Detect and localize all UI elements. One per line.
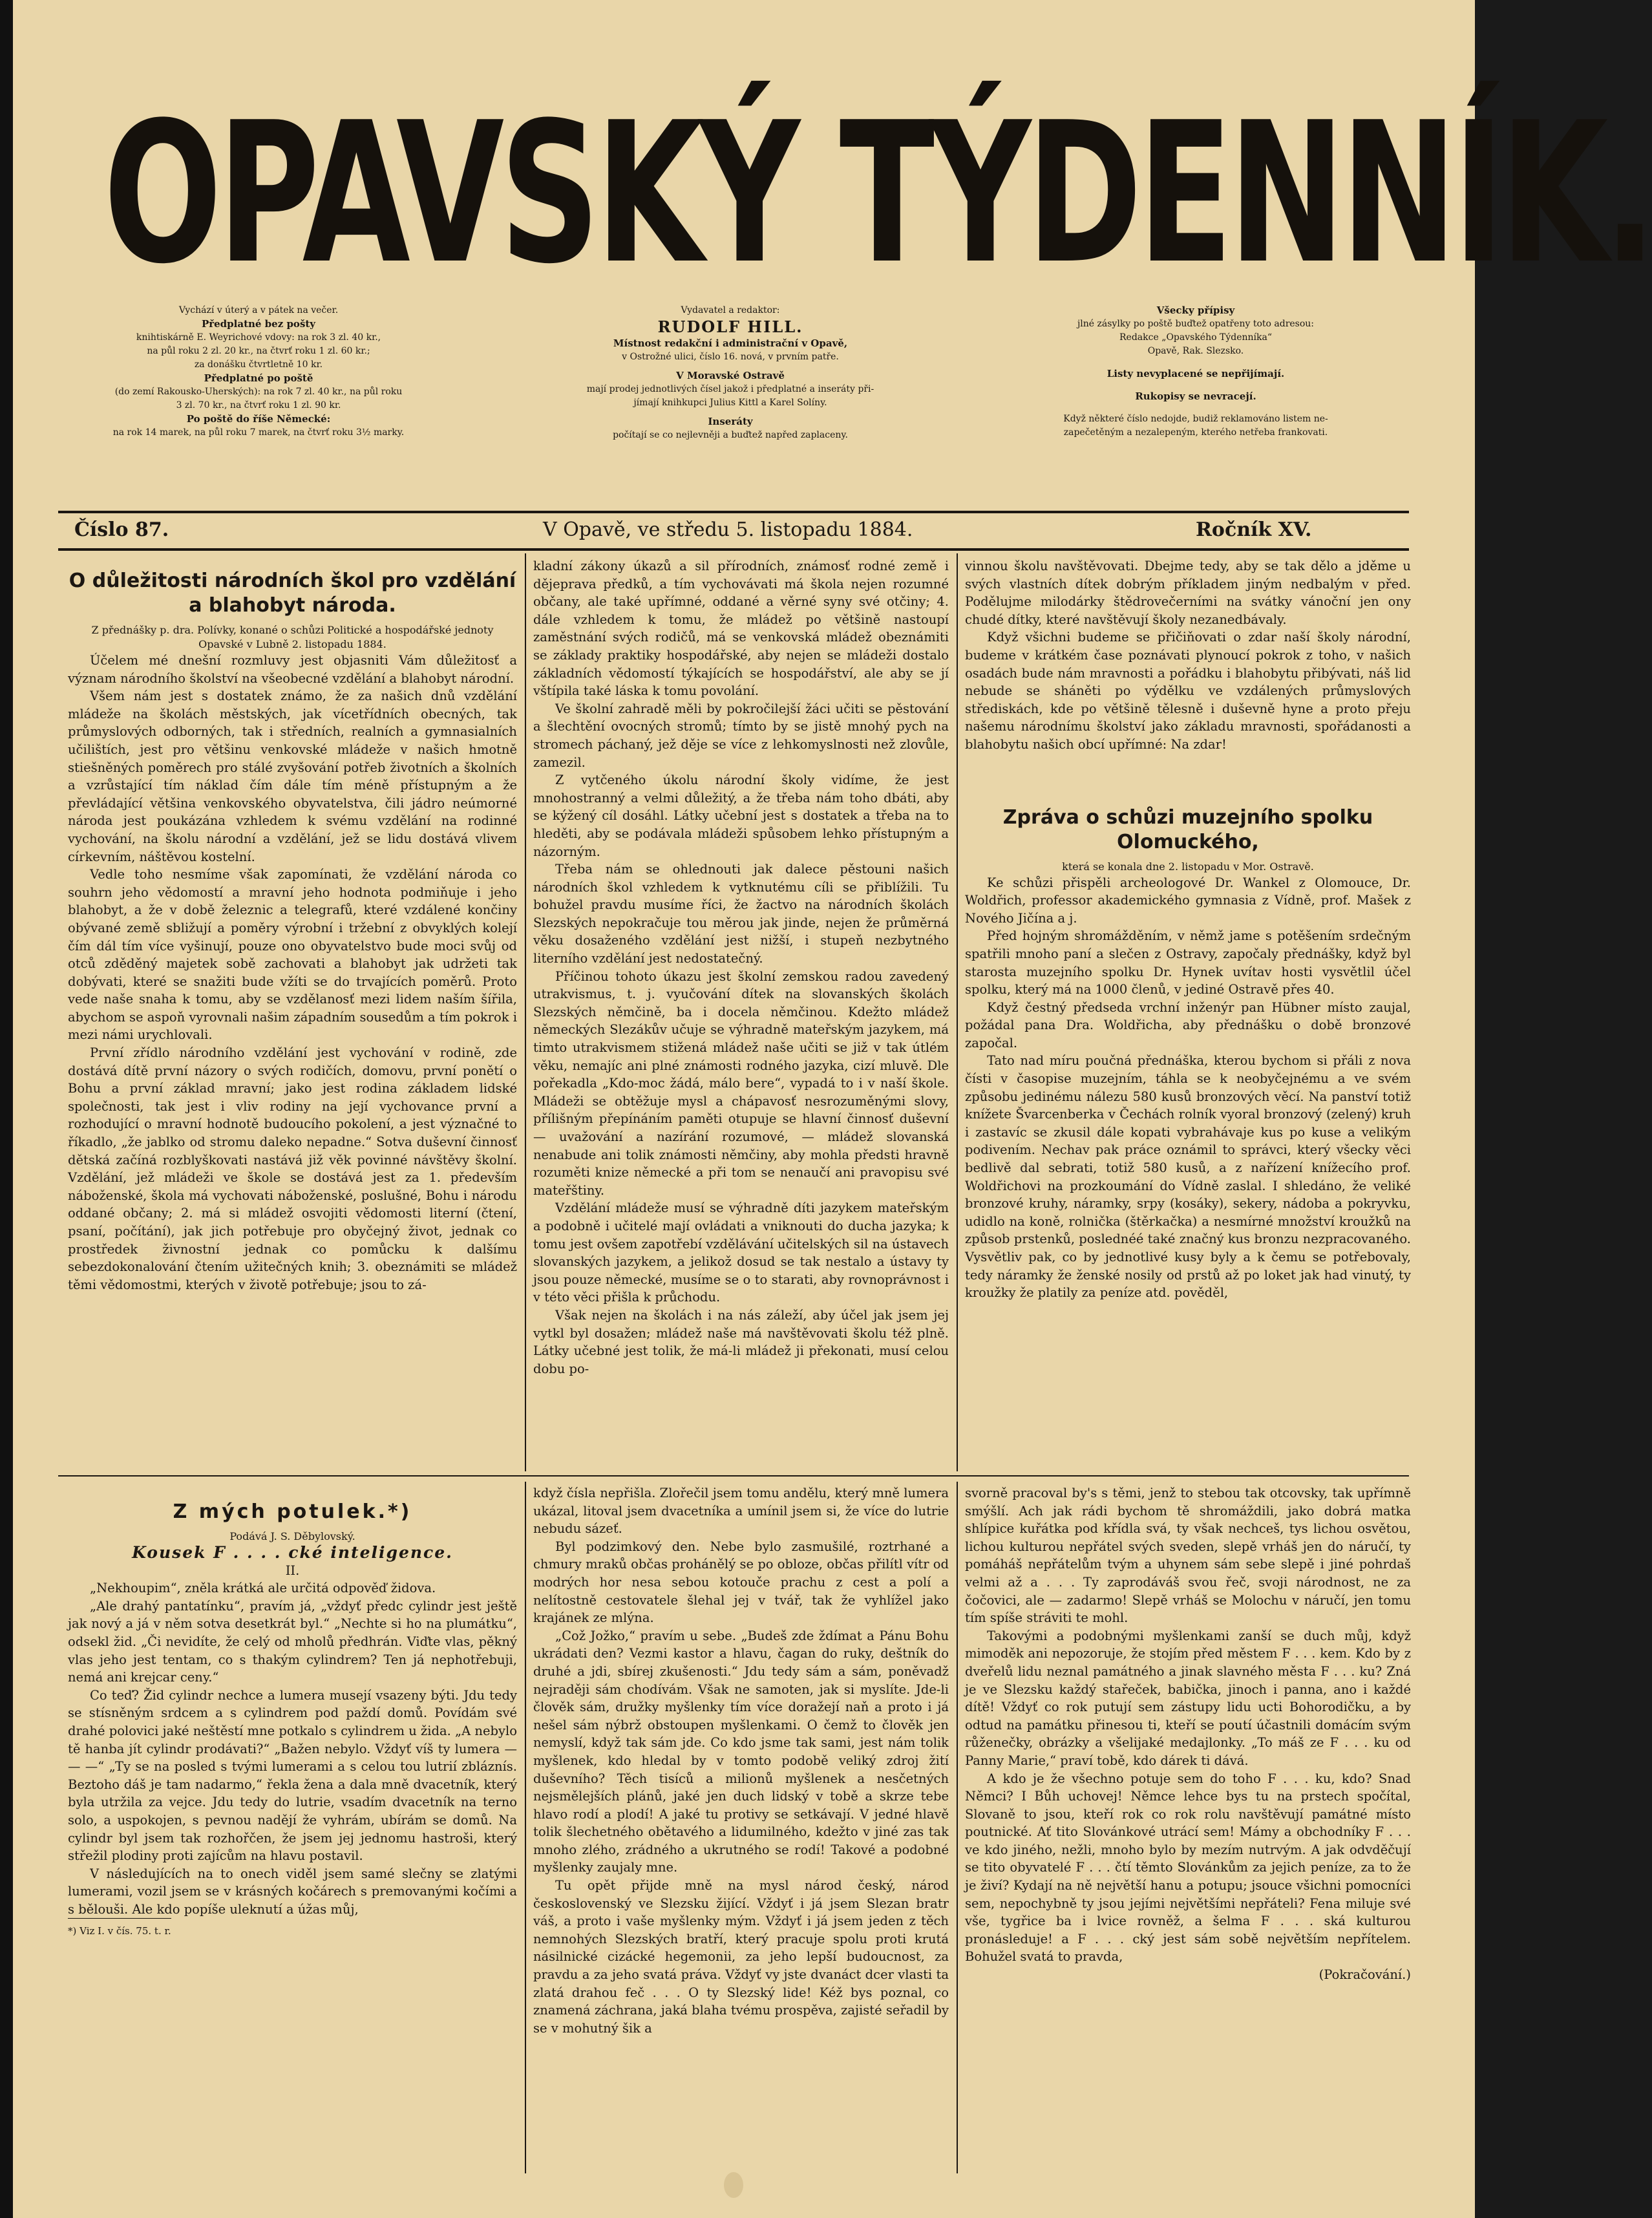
- issue-bottom-rule: [58, 548, 1409, 551]
- subscription-info: [58, 304, 459, 440]
- info-line: Opavě, Rak. Slezsko.: [1147, 346, 1244, 356]
- column-divider: [525, 553, 526, 1471]
- info-line: 3 zl. 70 kr., na čtvrť roku 1 zl. 90 kr.: [176, 400, 341, 411]
- issue-date: V Opavě, ve středu 5. listopadu 1884.: [543, 518, 913, 541]
- paragraph: Vedle toho nesmíme však zapomínati, že vzdělání národa co souhrn jeho vědomostí a mravní jeho hodnota podmiňuje i jeho blahobyt, a že v době železnic a telegrafů, které vzdálené končiny obývané země sbližují a poměry výrobní i tržební z obvyklých kolejí čím dál tím více vyšinují, pouze ono obyvatelstvo bude moci svůj od otců zděděný majetek sobě zachovati a blahobyt jak udržeti tak dobývati, které se snažiti bude vžíti se do trvajících poměrů. Proto vede naše snaha k tomu, aby se vzdělanosť mezi lidem naším šířila, abychom se aspoň vyrovnali našim západním sousedům a tím pokrok i mezi námi urychlovali.: [68, 867, 517, 1043]
- paragraph: „Což Jožko,“ pravím u sebe. „Budeš zde ždímat a Pánu Bohu ukrádati den? Vezmi kastor a hlavu, čagan do ruky, deštník do druhé a jdi, sbírej zkušenosti.“ Jdu tedy sám a sám, poněvadž nejraději sám chodívám. Však ne samoten, jak si myslíte. Jde-li člověk sám, družky myšlenky tím více doražejí naň a proto i já nešel sám nýbrž obstoupen myšlenkami. O čemž to člověk jen nemyslí, když tak sám jde. Co kdo jsme tak sami, jest nám tolik myšlenek, kdo hledal by v tomto podobě veliký zdroj žití duševního? Těch tisíců a milionů myšlenek a nesčetných nejsmělejších plánů, jaké jen duch lidský v tobě a skrze tebe hlavo rodí a plodí! A jaké tu protivy se setkávají. V jedné hlavě tolik šlechetného obětavého a lidumilného, kdežto v jiné zas tak mnoho zlého, zrádného a ukrutného se rodí! Takové a podobné myšlenky zaujaly mne.: [533, 1628, 949, 1875]
- paragraph: „Ale drahý pantatínku“, pravím já, „vždyť předc cylindr jest ještě jak nový a já v něm sotva desetkrát byl.“ „Nechte si ho na plumátku“, odsekl žid. „Či nevidíte, že celý od mholů předhrán. Viďte vlas, pěkný vlas jeho jest tentam, co s thakým cylindrem? Ten já nephotřebuji, nemá ani krejcar ceny.“: [68, 1598, 517, 1685]
- paragraph: Tato nad míru poučná přednáška, kterou bychom si přáli z nova čísti v časopise muzejním, táhla se k neobyčejnému a ve svém způsobu jedinému nálezu 580 kusů bronzových věcí. Na panství totiž knížete Švarcenberka v Čechách rolník vyoral bronzový (zelený) kruh i zastavíc se zkusil dále kopati vybrahávaje kus po kuse a velikým podivením. Nechav pak práce oznámil to správci, který všecky věci bedlivě dal sebrati, totiž 580 kusů, a z nařízení knížecího prof. Woldřichovi na prozkoumání do Vídně zaslal. I shledáno, že veliké bronzové kruhy, náramky, srpy (kosáky), sekery, nádoba a pokryvku, udidlo na koně, rolnička (štěrkačka) a nesmírné množství kroužků na způsob prstenků, poslednéé také značný kus bronzu nezpracovaného. Vysvětliv pak, co by jednotlivé kusy byly a k čemu se potřebovaly, tedy náramky že ženské nosily od prstů až po loket jak had vinutý, ty kroužky že platily za peníze atd. pověděl,: [965, 1053, 1411, 1301]
- paragraph: Příčinou tohoto úkazu jest školní zemskou radou zavedený utrakvismus, t. j. vyučování dítek na slovanských školách Slezských němčině, ba i docela němčinou. Kdežto mládež německých Slezákův učuje se výhradně mateřským jazykem, má timto utrakvismem stižená mládež naše učiti se již v tak útlém věku, nemajíc ani plné známosti rodného jazyka, cizí mluvě. Dle pořekadla „Kdo-moc žádá, málo bere“, vypadá to i v naší škole. Mládeži se obtěžuje mysl a chápavosť nesrozuměnými slovy, přílišným přepínáním paměti otupuje se hlavní činnosť duševní — uvažování a nazírání rozumové, — mládež slovanská nenabude ani tolik známosti němčiny, aby mohla předsti hravně rozuměti knize německé a při tom se nenaučí ani pravopisu své mateřštiny.: [533, 968, 949, 1198]
- article-travels-continued: [533, 1484, 949, 2037]
- paragraph: A kdo je že všechno potuje sem do toho F . . . ku, kdo? Snad Němci? I Bůh uchovej! Němce lehce bys tu na prstech spočítal, Slovaně to jsou, kteří rok co rok rolu navštěvují památné místo poutnické. Ať tito Slovánkové utrácí sem! Mámy a obchodníky F . . . ve kdo jiného, nežli, mnoho bylo by mezím nutrvým. A jak odvděčují se tito obyvatelé F . . . čtí těmto Slovánkům za jejich peníze, za to že je živí? Kydají na ně největší hanu a potupu; jsouce všichni pomocníci sem, nepochybně ty jsou jejími největšími nepřáteli? Fena miluje své vše, tygřice ba i lvice rovněž, a šelma F . . . ská kulturou pronásleduje! a F . . . cký jest sám sobě největším nepřítelem. Bohužel svatá to pravda,: [965, 1771, 1411, 1965]
- info-heading: Rukopisy se nevracejí.: [1135, 390, 1256, 402]
- column-divider: [957, 1482, 958, 2173]
- article-schools-title: O důležitosti národních škol pro vzdělání a blahobyt národa.: [69, 570, 516, 617]
- info-line: jlné zásylky po poště buďtež opatřeny toto adresou:: [1077, 319, 1315, 329]
- info-line: Vychází v úterý a v pátek na večer.: [178, 305, 339, 315]
- continued-note: (Pokračování.): [1318, 1967, 1411, 1983]
- info-heading: Předplatné bez pošty: [201, 318, 316, 330]
- paragraph: Vzdělání mládeže musí se výhradně díti jazykem mateřským a podobně i učitelé mají ovládati a vniknouti do ducha jazyka; k tomu jest ovšem zapotřebí vzdělávání učitelských sil na ústavech slovanských jazykem, a jelikož dosud se tak nestalo a ústavy ty jsou pouze německé, musíme se o to starati, aby rovnoprávnost i v této věci přišla k průchodu.: [533, 1200, 949, 1305]
- issue-top-rule: [58, 511, 1409, 513]
- paragraph: Třeba nám se ohlednouti jak dalece pěstouni našich národních škol vzhledem k vytknutému cíli se přiblížili. Tu bohužel pravdu musíme říci, že žactvo na národních školách Slezských nepokračuje tou měrou jak jinde, nejen že průměrná věku dosaženého vzdělání jest nižší, i stupeň nezbytného literního vzdělání jest nedostatečný.: [533, 862, 949, 966]
- info-line: (do zemí Rakousko-Uherských): na rok 7 zl. 40 kr., na půl roku: [114, 387, 403, 397]
- info-line: na rok 14 marek, na půl roku 7 marek, na čtvrť roku 3½ marky.: [112, 427, 405, 438]
- column-divider: [957, 553, 958, 1471]
- correspondence-info: [982, 304, 1409, 440]
- article-travels-title: Z mých potulek.*): [173, 1500, 412, 1523]
- paragraph: V následujících na to onech viděl jsem samé slečny se zlatými lumerami, vozil jsem se v krásných kočárech s premovanými kočími a s bělouši. Ale kdo popíše uleknutí a úžas můj,: [68, 1866, 517, 1917]
- article-museum-subtitle: která se konala dne 2. listopadu v Mor. Ostravě.: [1062, 860, 1314, 873]
- paragraph: „Nekhoupim“, zněla krátká ale určitá odpověď židova.: [90, 1581, 436, 1596]
- article-travels-end: [965, 1484, 1411, 1984]
- paragraph: Všem nám jest s dostatek známo, že za našich dnů vzdělání mládeže na školách městských, jak vícetřídních obecných, tak průmyslových odborných, tak i středních, realních a gymnasialních učilištích, jest pro většinu venkovské mládeže v našich hmotně stiešněných poměrech pro stálé zvyšování potřeb životních a školních a vzrůstající tím náklad čím dále tím méně přístupným a že převládající většina venkovského obyvatelstva, čili jádro neúmorné národa jest poukázána vzhledem k svému vzdělání na rodinné vychování, na školu národní a vzdělání, jež se lidu dostává vlivem církevním, náštěvou kostelní.: [68, 688, 517, 864]
- article-travels-subtitle: Kousek F . . . . cké inteligence.: [132, 1543, 453, 1562]
- info-line: Vydavatel a redaktor:: [681, 305, 780, 315]
- paragraph: Tu opět přijde mně na mysl národ český, národ československý ve Slezsku žijící. Vždyť i já jsem Slezan bratr váš, a proto i vaše myšlenky mým. Vždyť i já jsem jeden z těch nemnohých Slezských bratří, který pracuje spolu proti krutá násilnické cizácké hegemonii, za jeho lepší budoucnost, za pravdu a za jeho svatá práva. Vždyť vy jste dvanáct dcer vlasti ta zlatá drahou feč . . . O ty Slezský lide! Kéž bys poznal, co znamená záchrana, jaká blaha tvému prospěva, zajisté seřadil by se v mohutný šik a: [533, 1878, 949, 2036]
- article-schools: [68, 569, 517, 1294]
- info-line: na půl roku 2 zl. 20 kr., na čtvrť roku 1 zl. 60 kr.;: [147, 346, 370, 356]
- article-travels-author: Podává J. S. Děbylovský.: [229, 1530, 355, 1542]
- issue-number: Číslo 87.: [74, 518, 169, 541]
- info-heading: Inseráty: [708, 416, 753, 427]
- paragraph: Účelem mé dnešní rozmluvy jest objasniti Vám důležitosť a význam národního školství na všeobecné vzdělání a blahobyt národní.: [68, 653, 517, 686]
- paragraph: svorně pracoval by's s těmi, jenž to stebou tak otcovsky, tak upřímně smýšlí. Ach jak rádi bychom tě shromáždili, jako dobrá matka shlípice kuřátka pod křídla svá, ty však nechceš, tys lichou osvětou, lichou kulturou nepřátel svých sveden, slepě vrháš jen do náručí, ty pomáháš nepřátelům tvým a uhynem sám sebe slepě i jiné pohrdaš velmi až a . . . Ty zaprodáváš svou řeč, svoji národnost, ne za čočovici, ale — zadarmo! Slepě vrháš se Molochu v náručí, jen tomu tím spíše stráviti te mohl.: [965, 1486, 1411, 1626]
- paragraph: Byl podzimkový den. Nebe bylo zasmušilé, roztrhané a chmury mraků občas prohánělý se po obloze, občas přilítl vítr od modrých hor nesa sebou kotouče prachu z cest a polí a nelítostně cestovatele šlehal jej v tvář, tak že vyhlížel jako krajánek ze mlýna.: [533, 1539, 949, 1626]
- paragraph: První zřídlo národního vzdělání jest vychování v rodině, zde dostává dítě první názory o svých rodičích, domovu, první ponětí o Bohu a první základ mravní; jako jest rodina základem lidské společnosti, tak jest i vliv rodiny na její vychovance první a rozhodující o mravní hodnotě budoucího pokolení, a jest význačné to říkadlo, „že jablko od stromu daleko nepadne.“ Sotva duševní činnosť dětská začíná rozblyškovati nastává již věk povinné návštěvy školní. Vzdělání, jež mládeži ve škole se dostává jest za 1. především náboženské, škola má vychovati náboženské, poslušné, Bohu i národu oddané občany; 2. má si mládež osvojiti vědomosti literní (čtení, psaní, počítání), jak jich potřebuje pro obyčejný život, jednak co prostředek živnostní jednak co pomůcku k dalšímu sebezdokonalování čtením užitečných knih; 3. obeznámiti se mládež těmi vědomostmi, kterých v životě potřebuje; jsou to zá-: [68, 1045, 517, 1292]
- info-heading: V Moravské Ostravě: [676, 370, 785, 381]
- info-heading: Listy nevyplacené se nepřijímají.: [1107, 368, 1285, 379]
- paragraph: Před hojným shromážděním, v němž jame s potěšením srdečným spatřili mnoho paní a slečen z Ostravy, započaly přednášky, když byl starosta muzejního spolku Dr. Hynek uvítav hosti vysvětlil účel spolku, který má na 1000 členů, v jediné Ostravě přes 40.: [965, 928, 1411, 997]
- paragraph: Co teď? Žid cylindr nechce a lumera musejí vsazeny býti. Jdu tedy se stísněným srdcem a s cylindrem pod paždí domů. Povídám své drahé polovici jaké neštěstí mne potkalo s cylindrem u žida. „A nebylo tě hanba jít cylindr prodávati?“ „Bažen nebylo. Vždyť víš ty lumera — — —“ „Ty se na posled s tvými lumerami a s celou tou lutrií zbláznís. Beztoho dáš je tam nadarmo,“ řekla žena a dala mně dvacetník, který byla utržila za vejce. Jdu tedy do lutrie, vsadím dvacetník na terno solo, a uspokojen, s pevnou nadějí že vyhrám, ubírám se domů. Na cylindr byl jsem tak rozhořčen, že jsem jej jednomu hastroši, který střežil plodiny proti zajícům na hlavu postavil.: [68, 1687, 517, 1864]
- info-line: zapečetěným a nezalepeným, kterého netřeba frankovati.: [1063, 427, 1328, 438]
- paragraph: vinnou školu navštěvovati. Dbejme tedy, aby se tak dělo a jděme u svých vlastních dítek dobrým příkladem jiným nedbalým v před. Podělujme milodárky štědrovečerními na svátky vánoční jen ony chudé dítky, které navštěvují školy nezanedbávaly.: [965, 559, 1411, 627]
- footnote: *) Viz I. v čís. 75. t. r.: [68, 1918, 171, 1941]
- info-line: knihtiskárně E. Weyrichové vdovy: na rok 3 zl. 40 kr.,: [136, 332, 381, 343]
- info-line: Redakce „Opavského Týdenníka“: [1119, 332, 1272, 343]
- paragraph: Ve školní zahradě měli by pokročilejší žáci učiti se pěstování a šlechtění ovocných stromů; tímto by se jistě mnohý pych na stromech páchaný, jež děje se více z lehkomyslnosti než zlovůle, zamezil.: [533, 701, 949, 770]
- article-schools-continued: [533, 557, 949, 1378]
- masthead-title: OPAVSKÝ TÝDENNÍK.: [103, 81, 1652, 306]
- article-schools-end: [965, 557, 1411, 1302]
- paragraph: kladní zákony úkazů a sil přírodních, známosť rodné země i dějeprava předků, a tím vychovávati má škola nejen rozumné občany, ale také upřímné, oddané a věrné syny své otčiny; 4. dále vzhledem k tomu, že mládež po většině nastoupí zaměstnání svých rodičů, má se venkovská mládež obeznámiti se základy praktiky hospodářské, aby nejen se mládeži dostalo základních vědomostí týkajících se hospodářství, ale aby se jí vštípila také láska k tomu povolání.: [533, 559, 949, 699]
- paragraph: Když čestný předseda vrchní inženýr pan Hübner místo zaujal, požádal pana Dra. Woldřicha, aby přednášku o době bronzové započal.: [965, 999, 1411, 1050]
- library-stamp-icon: [724, 2172, 743, 2198]
- feuilleton-rule: [58, 1475, 1409, 1477]
- column-divider: [525, 1482, 526, 2173]
- paragraph: Když všichni budeme se přičiňovati o zdar naší školy národní, budeme v krátkém čase poznávati plynoucí pokrok z toho, v našich osadách bude nám mravnosti a pořádku i blahobytu přibývati, náš lid nebude se sháněti po výdělku ve vzdálených průmyslových střediskách, kde po většině tělesně i duševně hyne a proto přeju našemu národnímu školství jako základu mravnosti, spořádanosti a blahobytu našich obcí upřímné: Na zdar!: [965, 630, 1411, 752]
- info-line: Když některé číslo nedojde, budiž reklamováno listem ne-: [1063, 414, 1328, 424]
- chapter-number: II.: [285, 1562, 300, 1578]
- info-heading: Po poště do říše Německé:: [186, 413, 331, 425]
- info-line: mají prodej jednotlivých čísel jakož i předplatné a inseráty při-: [586, 384, 874, 394]
- paragraph: Ke schůzi přispěli archeologové Dr. Wankel z Olomouce, Dr. Woldřich, professor akademického gymnasia z Vídně, prof. Mašek z Nového Jičína a j.: [965, 875, 1411, 926]
- publisher-name: RUDOLF HILL.: [657, 317, 803, 336]
- paragraph: když čísla nepřišla. Zlořečil jsem tomu andělu, který mně lumera ukázal, litoval jsem dvacetníka a umínil jsem si, že více do lutrie nebudu sázeť.: [533, 1486, 949, 1537]
- article-schools-subtitle: Z přednášky p. dra. Polívky, konané o schůzi Politické a hospodářské jednoty Opavské v Lubně 2. listopadu 1884.: [91, 624, 494, 650]
- info-heading: Místnost redakční i administrační v Opavě,: [613, 337, 848, 349]
- publisher-info: [530, 304, 931, 442]
- newspaper-page: [13, 0, 1652, 2218]
- paragraph: Takovými a podobnými myšlenkami zanší se duch můj, když mimoděk ani nepozoruje, že stojím před městem F . . . kem. Kdo by z dveřelů lidu neznal památného a jinak slavného města F . . . ku? Zná je ve Slezsku každý stařeček, babička, jinoch i panna, ano i každé dítě! Vždyť co rok putují sem zástupy lidu ucti Bohorodičku, a by odtud na památku přinesou ti, kteří se poutí účastnili domácím svým růženečky, obrázky a všelijaké medajlonky. „To máš ze F . . . ku od Panny Marie,“ praví tobě, kdo dárek ti dává.: [965, 1628, 1411, 1768]
- info-line: počítají se co nejlevněji a buďtež napřed zaplaceny.: [613, 430, 848, 440]
- article-museum-title: Zpráva o schůzi muzejního spolku Olomuckého,: [1002, 805, 1373, 853]
- info-line: v Ostrožné ulici, číslo 16. nová, v prvním patře.: [622, 352, 839, 362]
- paragraph: Z vytčeného úkolu národní školy vidíme, že jest mnohostranný a velmi důležitý, a že třeba nám toho dbáti, aby se kýžený cíl dosáhl. Látky učební jest s dostatek a třeba na to hleděti, aby se podávala mládeži spůsobem lehko přístupným a názorným.: [533, 773, 949, 859]
- article-travels: [68, 1500, 517, 1941]
- info-line: za donášku čtvrtletně 10 kr.: [194, 359, 323, 370]
- issue-volume: Ročník XV.: [1196, 518, 1312, 541]
- info-heading: Předplatné po poště: [204, 372, 313, 384]
- paragraph: Však nejen na školách i na nás záleží, aby účel jak jsem jej vytkl byl dosažen; mládež naše má navštěvovati školu též plně. Látky učebné jest tolik, že má-li mládež ji překonati, musí celou dobu po-: [533, 1307, 949, 1376]
- info-line: jímají knihkupci Julius Kittl a Karel Solíny.: [633, 398, 827, 408]
- binding-shadow: [0, 0, 13, 2218]
- info-heading: Všecky přípisy: [1156, 304, 1235, 316]
